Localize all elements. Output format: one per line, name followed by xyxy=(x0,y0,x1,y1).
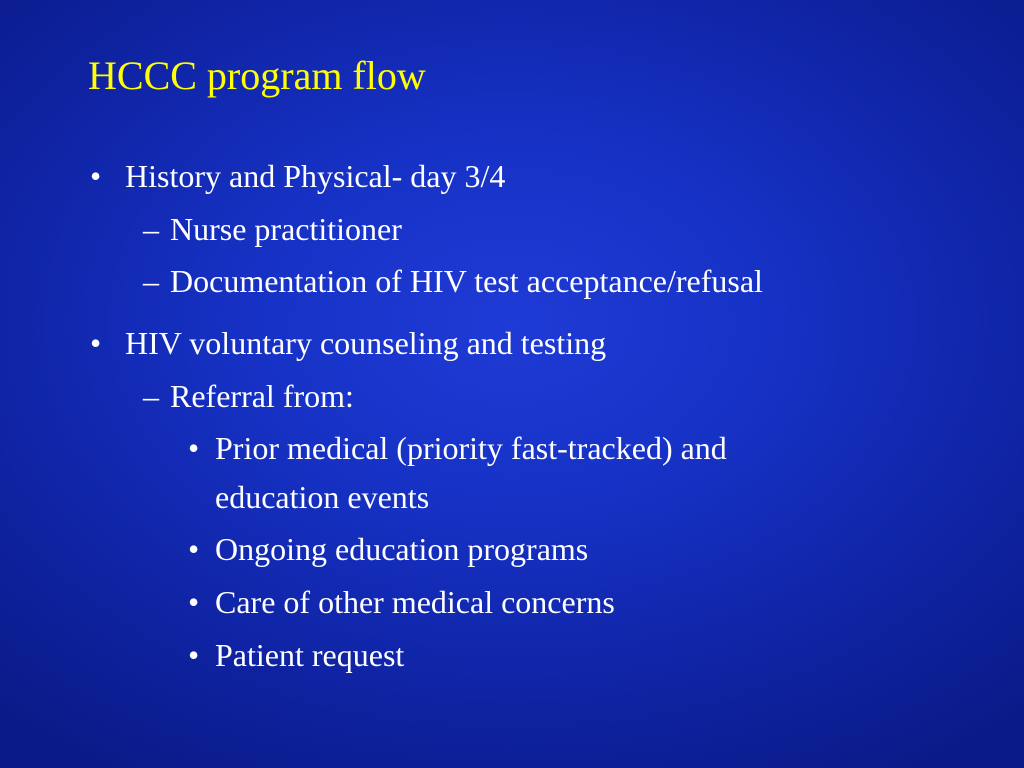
bullet-text: History and Physical- day 3/4 xyxy=(125,158,506,194)
slide-title: HCCC program flow xyxy=(88,53,426,98)
dash-marker: – xyxy=(143,378,159,414)
bullet-text: HIV voluntary counseling and testing xyxy=(125,325,607,361)
subitem-text: Documentation of HIV test acceptance/refusal xyxy=(170,263,763,299)
bullet-marker: • xyxy=(188,430,200,466)
subsubitem-text-line2: education events xyxy=(215,479,430,515)
bullet-marker: • xyxy=(188,637,200,673)
subsubitem-text: Patient request xyxy=(215,637,405,673)
subitem-text: Nurse practitioner xyxy=(170,211,402,247)
subsubitem-text: Care of other medical concerns xyxy=(215,584,615,620)
bullet-marker: • xyxy=(90,158,102,194)
subitem-text: Referral from: xyxy=(170,378,354,414)
subsubitem-text-line1: Prior medical (priority fast-tracked) and xyxy=(215,430,727,466)
subsubitem-text: Ongoing education programs xyxy=(215,531,589,567)
dash-marker: – xyxy=(143,263,159,299)
dash-marker: – xyxy=(143,211,159,247)
bullet-marker: • xyxy=(188,531,200,567)
bullet-marker: • xyxy=(188,584,200,620)
bullet-marker: • xyxy=(90,325,102,361)
